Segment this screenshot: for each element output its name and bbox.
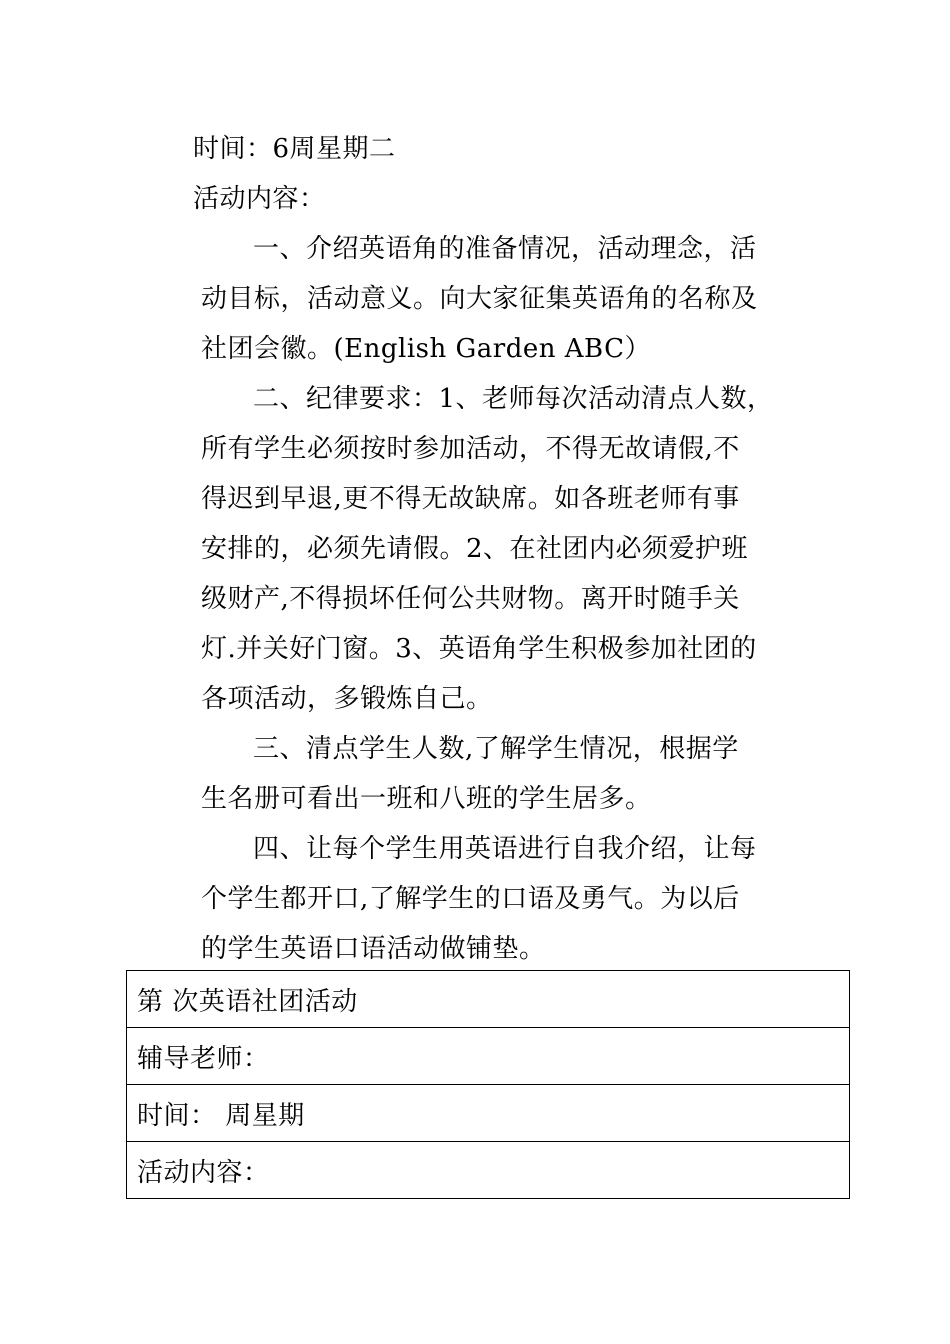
activity-content-cell: 活动内容：: [127, 1142, 850, 1199]
item-1-line-3: 社团会徽。(English Garden ABC）: [201, 334, 651, 364]
time-cell: 时间： 周星期: [127, 1085, 850, 1142]
item-2-line-1: 二、纪律要求：1、老师每次活动清点人数，: [253, 384, 774, 414]
item-1-line-1: 一、介绍英语角的准备情况，活动理念，活: [253, 234, 757, 264]
item-2-line-6: 灯.并关好门窗。3、英语角学生积极参加社团的: [201, 634, 757, 664]
instructor-cell: 辅导老师：: [127, 1028, 850, 1085]
item-2-line-7: 各项活动，多锻炼自己。: [201, 684, 493, 714]
table-row: [127, 971, 850, 1028]
activity-form-table: [126, 970, 850, 1199]
item-3-line-1: 三、清点学生人数,了解学生情况，根据学: [253, 734, 739, 764]
table-row: [127, 1142, 850, 1199]
content-label: 活动内容：: [193, 184, 326, 214]
item-2-line-5: 级财产,不得损坏任何公共财物。离开时随手关: [201, 584, 740, 614]
item-4-line-3: 的学生英语口语活动做铺垫。: [201, 934, 546, 964]
item-2-line-4: 安排的，必须先请假。2、在社团内必须爱护班: [201, 534, 749, 564]
item-1-line-2: 动目标，活动意义。向大家征集英语角的名称及: [201, 284, 758, 314]
time-line: 时间：6周星期二: [193, 134, 396, 164]
table-row: [127, 1085, 850, 1142]
item-3-line-2: 生名册可看出一班和八班的学生居多。: [201, 784, 652, 814]
item-2-line-3: 得迟到早退,更不得无故缺席。如各班老师有事: [201, 484, 740, 514]
item-2-line-2: 所有学生必须按时参加活动，不得无故请假,不: [201, 434, 740, 464]
session-number-cell: 第 次英语社团活动: [127, 971, 850, 1028]
item-4-line-1: 四、让每个学生用英语进行自我介绍，让每: [253, 834, 757, 864]
table-row: [127, 1028, 850, 1085]
item-4-line-2: 个学生都开口,了解学生的口语及勇气。为以后: [201, 884, 740, 914]
